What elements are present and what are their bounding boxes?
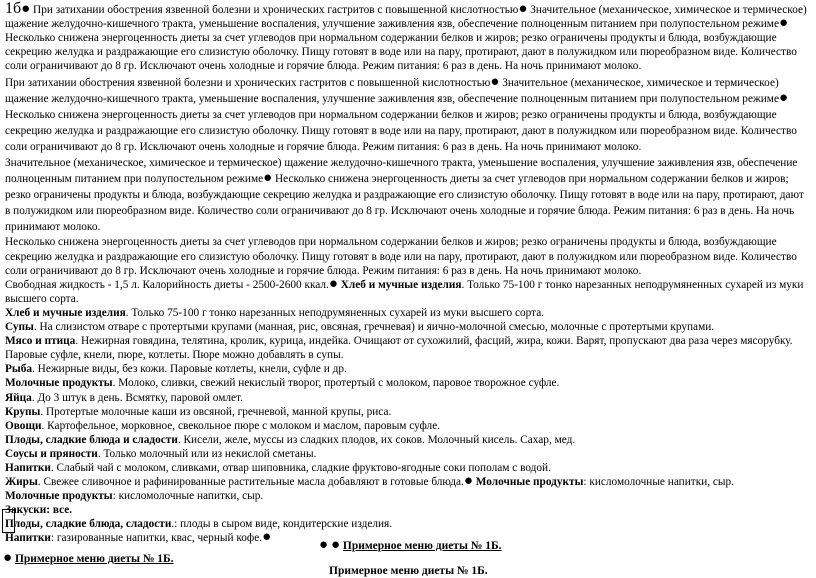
document-body [5,2,811,546]
bullet-icon: ● [262,529,272,546]
empty-frame [2,509,15,533]
food-item: Супы. На слизистом отваре с протертыми крупами (манная, рис, овсяная, гречневая) и яично-молочной смесью, молочные с протертыми крупами. [5,321,715,334]
paragraph-liquid [5,275,811,306]
bullet-icon: ● [778,90,789,107]
principle-text-1: Значительное (механическое, химическое и термическое) щажение желудочно-кишечного тракта, уменьшение воспаления, улучшение заживления язв, обеспечение полноценным питанием при полупостельном режиме [5,4,807,31]
bullet-icon: ● [319,537,329,553]
food-item: Хлеб и мучные изделия. Только 75-100 г тонко нарезанных неподрумяненных сухарей из муки высшего сорта. [5,306,545,319]
menu-title: Примерное меню диеты № 1Б. [329,565,488,577]
food-item: Плоды, сладкие блюда и сладости. Кисели, желе, муссы из сладких плодов, их соков. Молочный кисель. Сахар, мед. [5,433,576,446]
bullet-icon: ● [263,170,273,187]
principle-text-2: Значительное (механическое, химическое и термическое) щажение желудочно-кишечного тракта, уменьшение воспаления, улучшение заживления язв, обеспечение полноценным питанием при полупостельном режиме [5,77,779,106]
paragraph-energy-4 [5,235,811,277]
menu-title: Примерное меню диеты № 1Б. [14,553,174,565]
diet-number: 1б [5,0,22,17]
fruits-item: Плоды, сладкие блюда, сладости.: плоды в сыром виде, кондитерские изделия. [5,518,393,531]
menu-heading-center [319,539,501,553]
intro-text-2: При затихании обострения язвенной болезни и хронических гастритов с повышенной кислотностью [5,77,491,90]
bread-label: Хлеб и мучные изделия [340,278,462,291]
food-item: Крупы. Протертые молочные каши из овсяной, гречневой, манной крупы, риса. [5,405,392,418]
food-item: Овощи. Картофельное, морковное, свекольное пюре с молоком и маслом, паровым суфле. [5,419,441,432]
food-item: Молочные продукты. Молоко, сливки, свежий некислый творог, протертый с молоком, паровое творожное суфле. [5,377,560,390]
snacks-item: Закуски: все. [5,504,73,517]
energy-text-4: Несколько снижена энергоценность диеты за счет углеводов при нормальном содержании белков и жиров; резко ограничены продукты и блюда, возбуждающие секрецию желудка и раздражающие его слизистую оболочку. Пищу готовят в воде или на пару, протирают, дают в полужидком или пюреобразном виде. Количество соли ограничивают до 8 гр. Исключают очень холодные и горячие блюда. Режим питания: 6 раз в день. На ночь принимают молоко. [5,236,797,277]
menu-title: Примерное меню диеты № 1Б. [342,540,502,552]
food-item: Рыба. Нежирные виды, без кожи. Паровые котлеты, кнели, суфле и др. [5,363,347,376]
energy-text-2: Несколько снижена энергоценность диеты за счет углеводов при нормальном содержании белков и жиров; резко ограничены продукты и блюда, возбуждающие секрецию желудка и раздражающие его слизистую оболочку. Пищу готовят в воде или на пару, протирают, дают в полужидком или пюреобразном виде. Количество соли ограничивают до 8 гр. Исключают очень холодные и горячие блюда. Режим питания: 6 раз в день. На ночь принимают молоко. [5,109,797,154]
menu-heading-left [3,552,174,566]
bullet-icon: ● [328,275,338,292]
energy-text-3: Несколько снижена энергоценность диеты за счет углеводов при нормальном содержании белков и жиров; резко ограничены продукты и блюда, возбуждающие секрецию желудка и раздражающие его слизистую оболочку. Пищу готовят в воде или на пару, протирают, дают в полужидком или пюреобразном виде. Количество соли ограничивают до 8 гр. Исключают очень холодные и горячие блюда. Режим питания: 6 раз в день. На ночь принимают молоко. [5,173,804,234]
principle-text-3: Значительное (механическое, химическое и термическое) щажение желудочно-кишечного тракта, уменьшение воспаления, улучшение заживления язв, обеспечение полноценным питанием при полупостельном режиме [5,157,798,186]
bullet-icon: ● [778,15,789,32]
paragraph-intro-2 [5,75,811,155]
bullet-icon: ● [330,537,340,553]
food-item: Мясо и птица. Нежирная говядина, телятина, кролик, курица, индейка. Очищают от сухожилий, фасций, жира, кожи. Варят, пропускают два раза через мясорубку. Паровые суфле, кнели, пюре, котлеты. Пюре можно добавлять в супы. [5,335,793,362]
food-item: Яйца. До 3 штук в день. Всмятку, паровой омлет. [5,391,243,404]
drinks-item: Напитки: газированные напитки, квас, черный кофе.● [5,529,272,546]
intro-text-1: При затихании обострения язвенной болезни и хронических гастритов с повышенной кислотностью [33,4,519,16]
bullet-icon: ● [463,473,473,490]
liquid-text: Свободная жидкость - 1,5 л. Калорийность диеты - 2500-2600 ккал. [5,278,329,291]
bread-text: . Только 75-100 г тонко нарезанных неподрумяненных сухарей из муки высшего сорта. [5,278,804,305]
food-item: Соусы и пряности. Только молочный или из некислой сметаны. [5,447,317,460]
bullet-icon: ● [3,550,13,566]
dairy-item: Молочные продукты: кисломолочные напитки, сыр. [5,490,264,503]
energy-text-1: Несколько снижена энергоценность диеты за счет углеводов при нормальном содержании белков и жиров; резко ограничены продукты и блюда, возбуждающие секрецию желудка и раздражающие его слизистую оболочку. Пищу готовят в воде или на пару, протирают, дают в полужидком или пюреобразном виде. Количество соли ограничивают до 8 гр. Исключают очень холодные и горячие блюда. Режим питания: 6 раз в день. На ночь принимают молоко. [5,32,797,73]
paragraph-intro-1 [5,2,811,73]
bullet-icon: ● [21,1,31,17]
fats-item: Жиры. Свежее сливочное и рафинированные растительные масла добавляют в готовые блюда.● Молочные продукты: кисломолочные напитки, сыр. [5,473,734,490]
bullet-icon: ● [490,74,500,91]
paragraph-principle-3 [5,155,811,235]
bullet-icon: ● [518,1,528,17]
food-item: Напитки. Слабый чай с молоком, сливками, отвар шиповника, сладкие фруктово-ягодные соки пополам с водой. [5,461,551,474]
